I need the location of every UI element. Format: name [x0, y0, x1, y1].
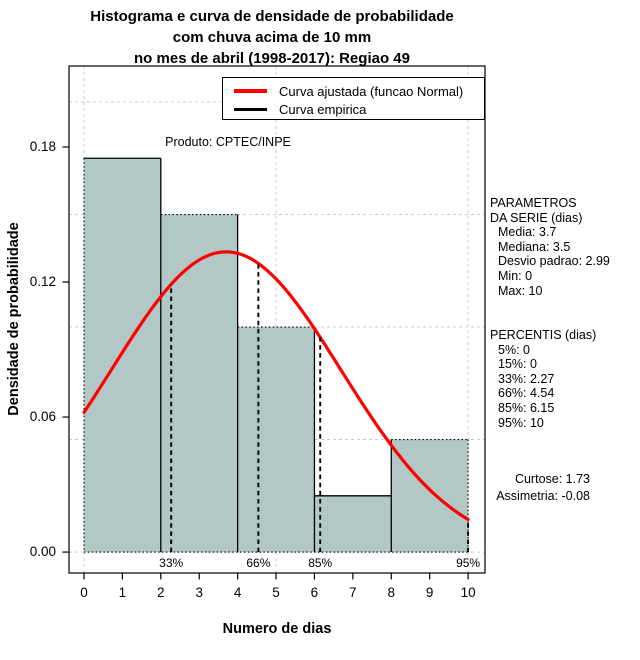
y-tick-label: 0.00: [29, 544, 56, 560]
x-tick-label: 6: [310, 585, 319, 600]
chart-title-line1: Histograma e curva de densidade de probabilidade: [90, 8, 454, 25]
params-header-line2: DA SERIE (dias): [490, 210, 583, 225]
params-header-line1: PARAMETROS: [490, 196, 577, 210]
x-tick-label: 8: [387, 585, 396, 600]
percentil-66: 66%: 4.54: [498, 386, 555, 401]
percentil-85: 85%: 6.15: [498, 400, 555, 415]
y-axis-title: Densidade de probabilidade: [6, 222, 22, 416]
percentile-label: 33%: [159, 556, 184, 570]
x-tick-label: 3: [195, 585, 203, 600]
stat-assimetria: Assimetria: -0.08: [496, 488, 590, 503]
percentil-95: 95%: 10: [498, 415, 544, 430]
empirical-curve-line-swatch: [234, 108, 267, 111]
percentile-label: 85%: [308, 556, 333, 570]
stat-desvio-padrao: Desvio padrao: 2.99: [498, 254, 610, 269]
histogram-bar: [314, 496, 391, 552]
x-tick-label: 5: [272, 585, 280, 600]
chart-title-line2: com chuva acima de 10 mm: [172, 29, 372, 46]
percentiles-panel: [490, 328, 638, 430]
chart-title-line3: no mes de abril (1998-2017): Regiao 49: [134, 50, 410, 67]
y-tick-label: 0.12: [29, 274, 56, 290]
product-note: Produto: CPTEC/INPE: [165, 135, 291, 149]
x-tick-label: 4: [233, 585, 242, 600]
percentil-15: 15%: 0: [498, 357, 537, 372]
stat-mediana: Mediana: 3.5: [498, 239, 571, 254]
percentil-33: 33%: 2.27: [498, 371, 555, 386]
y-tick-label: 0.06: [29, 409, 56, 425]
histogram-bar: [238, 327, 315, 552]
histogram-bar: [161, 215, 238, 553]
x-tick-label: 2: [157, 585, 165, 600]
stat-max: Max: 10: [498, 283, 543, 298]
x-tick-label: 7: [349, 585, 357, 600]
fitted-curve-line-swatch: [234, 89, 267, 93]
x-tick-label: 1: [118, 585, 127, 600]
legend-row-fitted: [223, 82, 484, 100]
x-tick-label: 9: [425, 585, 434, 600]
x-axis-title: Numero de dias: [222, 621, 332, 637]
percentil-5: 5%: 0: [498, 342, 530, 357]
histogram-bar: [391, 440, 468, 553]
percentis-header: PERCENTIS (dias): [490, 328, 597, 342]
stat-media: Media: 3.7: [498, 225, 557, 240]
x-tick-label: 0: [80, 585, 88, 600]
y-tick-label: 0.18: [29, 139, 56, 154]
percentile-label: 95%: [456, 556, 481, 570]
series-parameters-panel: [490, 196, 638, 298]
legend-empirical-label: Curva empirica: [279, 101, 367, 117]
x-tick-label: 10: [460, 585, 476, 600]
legend-fitted-label: Curva ajustada (funcao Normal): [279, 83, 464, 99]
stat-curtose: Curtose: 1.73: [514, 472, 590, 486]
moments-panel: [458, 471, 590, 504]
legend: [222, 77, 485, 120]
legend-row-empirical: [223, 100, 484, 118]
stat-min: Min: 0: [498, 268, 533, 283]
percentile-label: 66%: [246, 556, 271, 570]
chart-title: [64, 6, 480, 69]
